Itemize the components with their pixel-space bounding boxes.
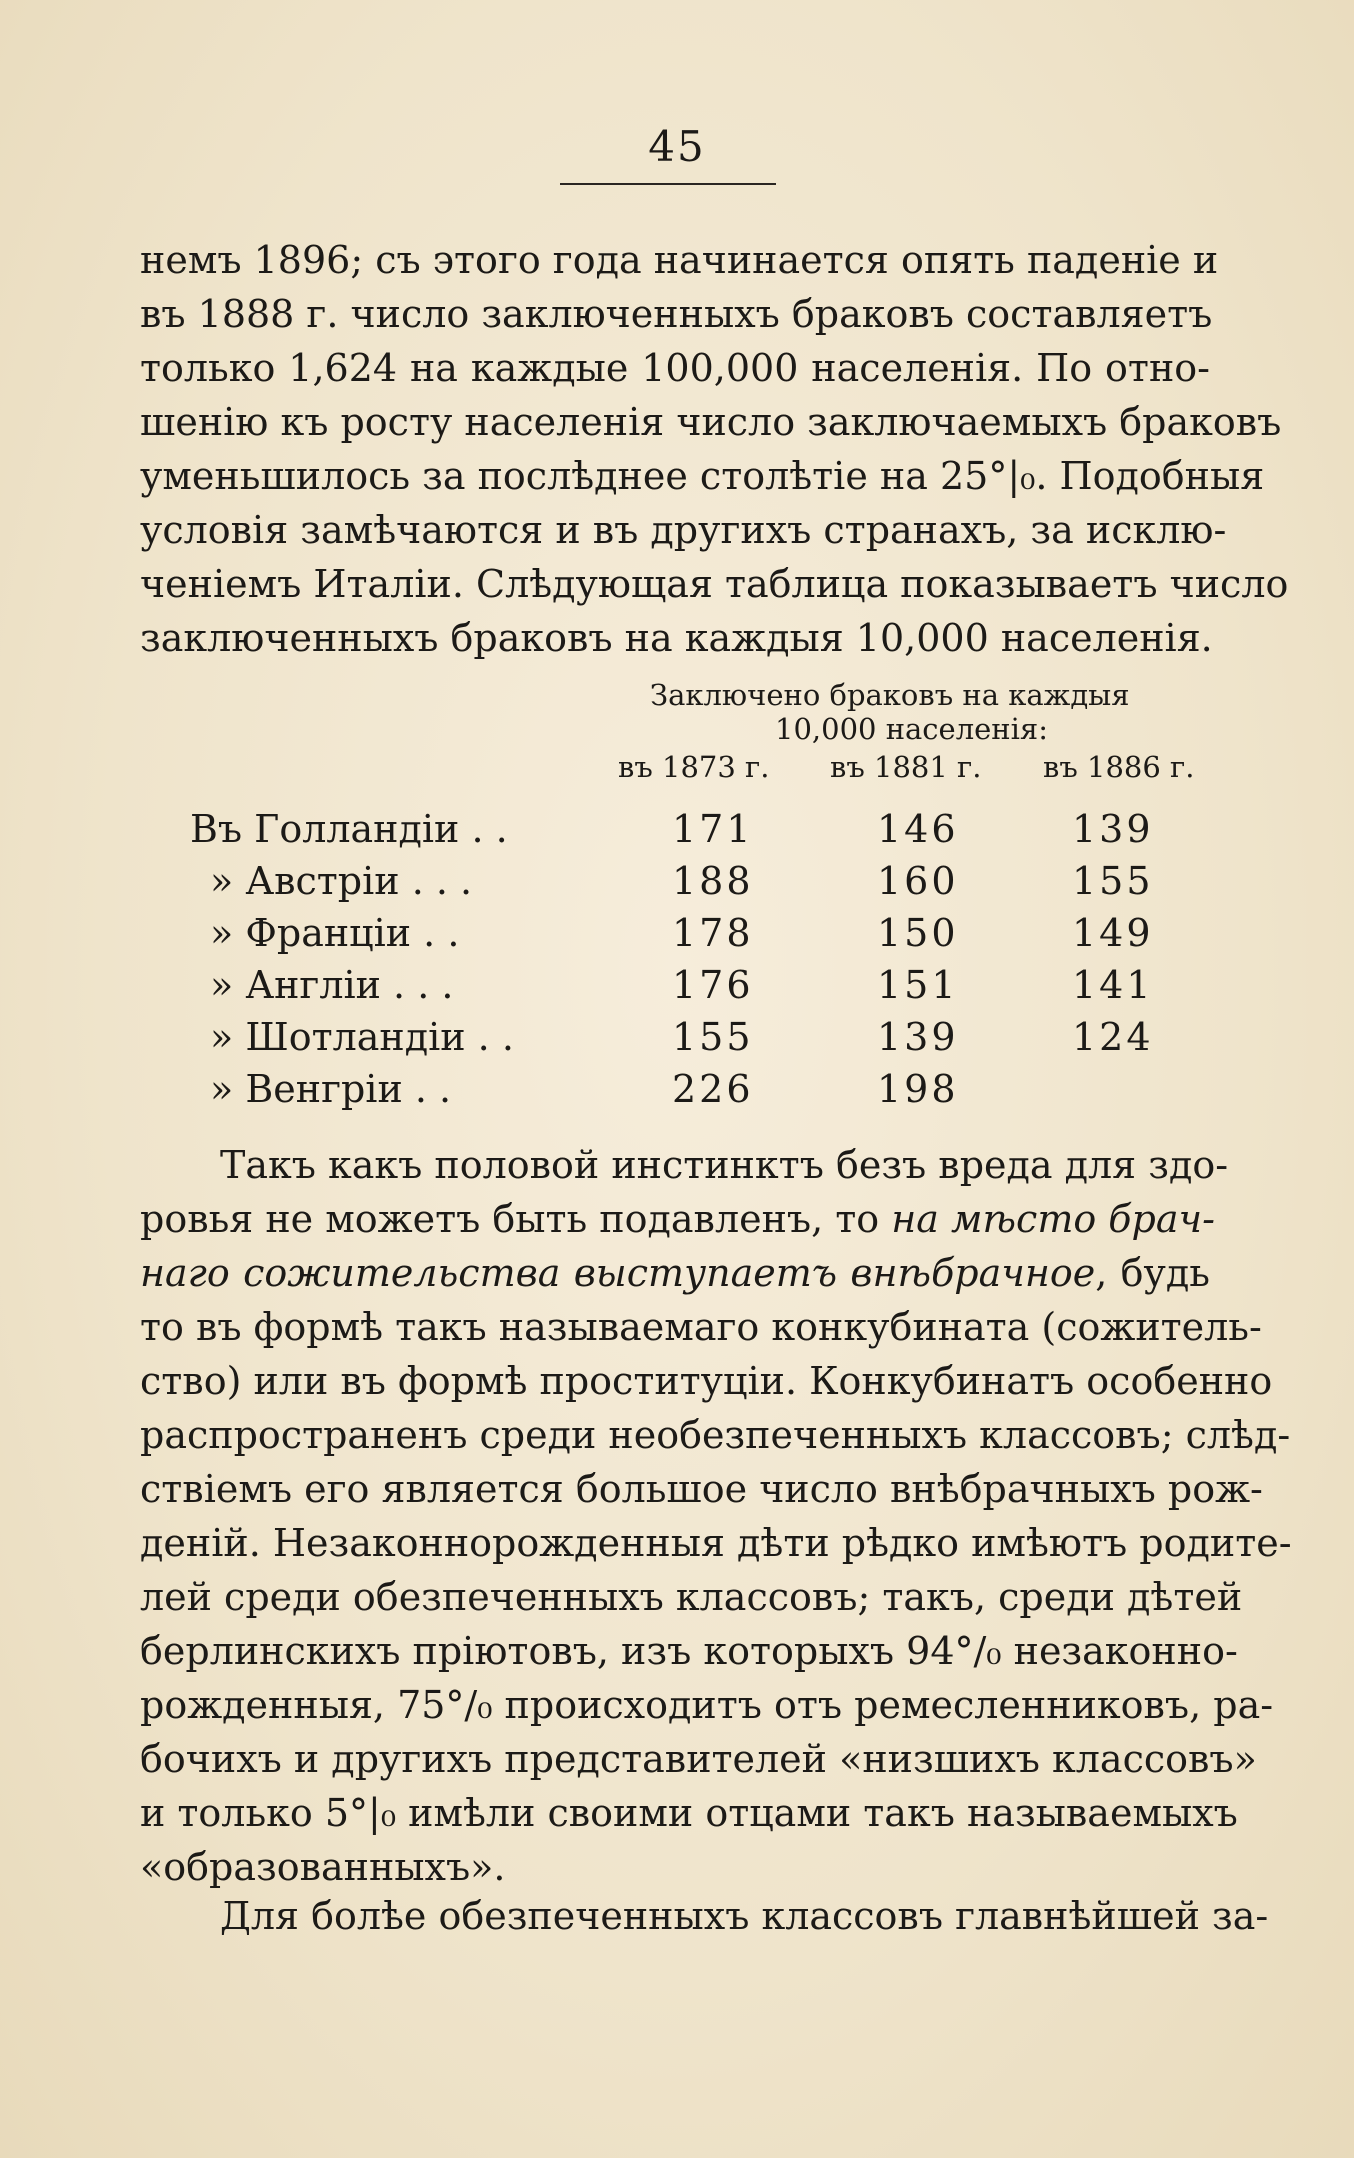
text-line: и только 5°|₀ имѣли своими отцами такъ называемыхъ: [140, 1791, 1238, 1835]
value-cell: 139: [1072, 807, 1154, 851]
text-line: только 1,624 на каждые 100,000 населенія. По отно-: [140, 346, 1210, 390]
value-cell: 198: [877, 1067, 959, 1111]
country-cell: Въ Голландіи . .: [190, 807, 508, 851]
text-line: уменьшилось за послѣднее столѣтіе на 25°|₀. Подобныя: [140, 454, 1265, 498]
country-cell: » Франціи . .: [210, 911, 460, 955]
table-row: [0, 855, 1354, 907]
value-cell: 149: [1072, 911, 1154, 955]
paragraph-3: [140, 1889, 1269, 1943]
text-line: ствіемъ его является большое число внѣбрачныхъ рож-: [140, 1467, 1263, 1511]
text-line: бочихъ и другихъ представителей «низшихъ классовъ»: [140, 1737, 1257, 1781]
table-row: [0, 1011, 1354, 1063]
table-title-line-2: 10,000 населенія:: [775, 712, 1048, 746]
table-row: [0, 803, 1354, 855]
country-cell: » Венгріи . .: [210, 1067, 452, 1111]
value-cell: 155: [1072, 859, 1154, 903]
table-column-header-1873: въ 1873 г.: [618, 750, 770, 784]
text-fragment: , будь: [1095, 1251, 1210, 1295]
emphasis-text: наго сожительства выступаетъ внѣбрачное: [140, 1251, 1096, 1295]
text-line: «образованныхъ».: [140, 1845, 506, 1889]
table-title-line-1: Заключено браковъ на каждыя: [650, 678, 1130, 712]
value-cell: 146: [877, 807, 959, 851]
table-column-header-1881: въ 1881 г.: [830, 750, 982, 784]
text-line: [140, 1246, 1210, 1300]
value-cell: 171: [672, 807, 754, 851]
text-line: ство) или въ формѣ проституціи. Конкубинатъ особенно: [140, 1359, 1273, 1403]
text-line: лей среди обезпеченныхъ классовъ; такъ, среди дѣтей: [140, 1575, 1243, 1619]
text-line: берлинскихъ пріютовъ, изъ которыхъ 94°/₀ незаконно-: [140, 1629, 1238, 1673]
value-cell: 188: [672, 859, 754, 903]
text-line: Такъ какъ половой инстинктъ безъ вреда для здо-: [220, 1143, 1229, 1187]
text-line: ченіемъ Италіи. Слѣдующая таблица показываетъ число: [140, 562, 1289, 606]
text-line: немъ 1896; съ этого года начинается опять паденіе и: [140, 238, 1219, 282]
value-cell: 139: [877, 1015, 959, 1059]
value-cell: 226: [672, 1067, 754, 1111]
value-cell: 155: [672, 1015, 754, 1059]
header-rule: [560, 183, 776, 185]
value-cell: 141: [1072, 963, 1154, 1007]
value-cell: 176: [672, 963, 754, 1007]
value-cell: 124: [1072, 1015, 1154, 1059]
paragraph-1: [140, 233, 1289, 665]
text-line: условія замѣчаются и въ другихъ странахъ, за исклю-: [140, 508, 1227, 552]
value-cell: 150: [877, 911, 959, 955]
table-row: [0, 907, 1354, 959]
text-line: рожденныя, 75°/₀ происходитъ отъ ремесленниковъ, ра-: [140, 1683, 1274, 1727]
text-line: въ 1888 г. число заключенныхъ браковъ составляетъ: [140, 292, 1213, 336]
table-row: [0, 959, 1354, 1011]
page-number: 45: [648, 122, 706, 171]
value-cell: 178: [672, 911, 754, 955]
value-cell: 160: [877, 859, 959, 903]
country-cell: » Шотландіи . .: [210, 1015, 514, 1059]
paragraph-2: [140, 1138, 1292, 1894]
text-line: заключенныхъ браковъ на каждыя 10,000 населенія.: [140, 616, 1213, 660]
country-cell: » Англіи . . .: [210, 963, 454, 1007]
text-line: шенію къ росту населенія число заключаемыхъ браковъ: [140, 400, 1282, 444]
text-line: Для болѣе обезпеченныхъ классовъ главнѣйшей за-: [220, 1894, 1269, 1938]
table-row: [0, 1063, 1354, 1115]
emphasis-text: на мѣсто брач-: [891, 1197, 1215, 1241]
text-line: [140, 1192, 1215, 1246]
value-cell: 151: [877, 963, 959, 1007]
table-column-header-1886: въ 1886 г.: [1043, 750, 1195, 784]
text-line: деній. Незаконнорожденныя дѣти рѣдко имѣютъ родите-: [140, 1521, 1292, 1565]
text-fragment: ровья не можетъ быть подавленъ, то: [140, 1197, 892, 1241]
text-line: распространенъ среди необезпеченныхъ классовъ; слѣд-: [140, 1413, 1291, 1457]
text-line: то въ формѣ такъ называемаго конкубината (сожитель-: [140, 1305, 1262, 1349]
country-cell: » Австріи . . .: [210, 859, 473, 903]
